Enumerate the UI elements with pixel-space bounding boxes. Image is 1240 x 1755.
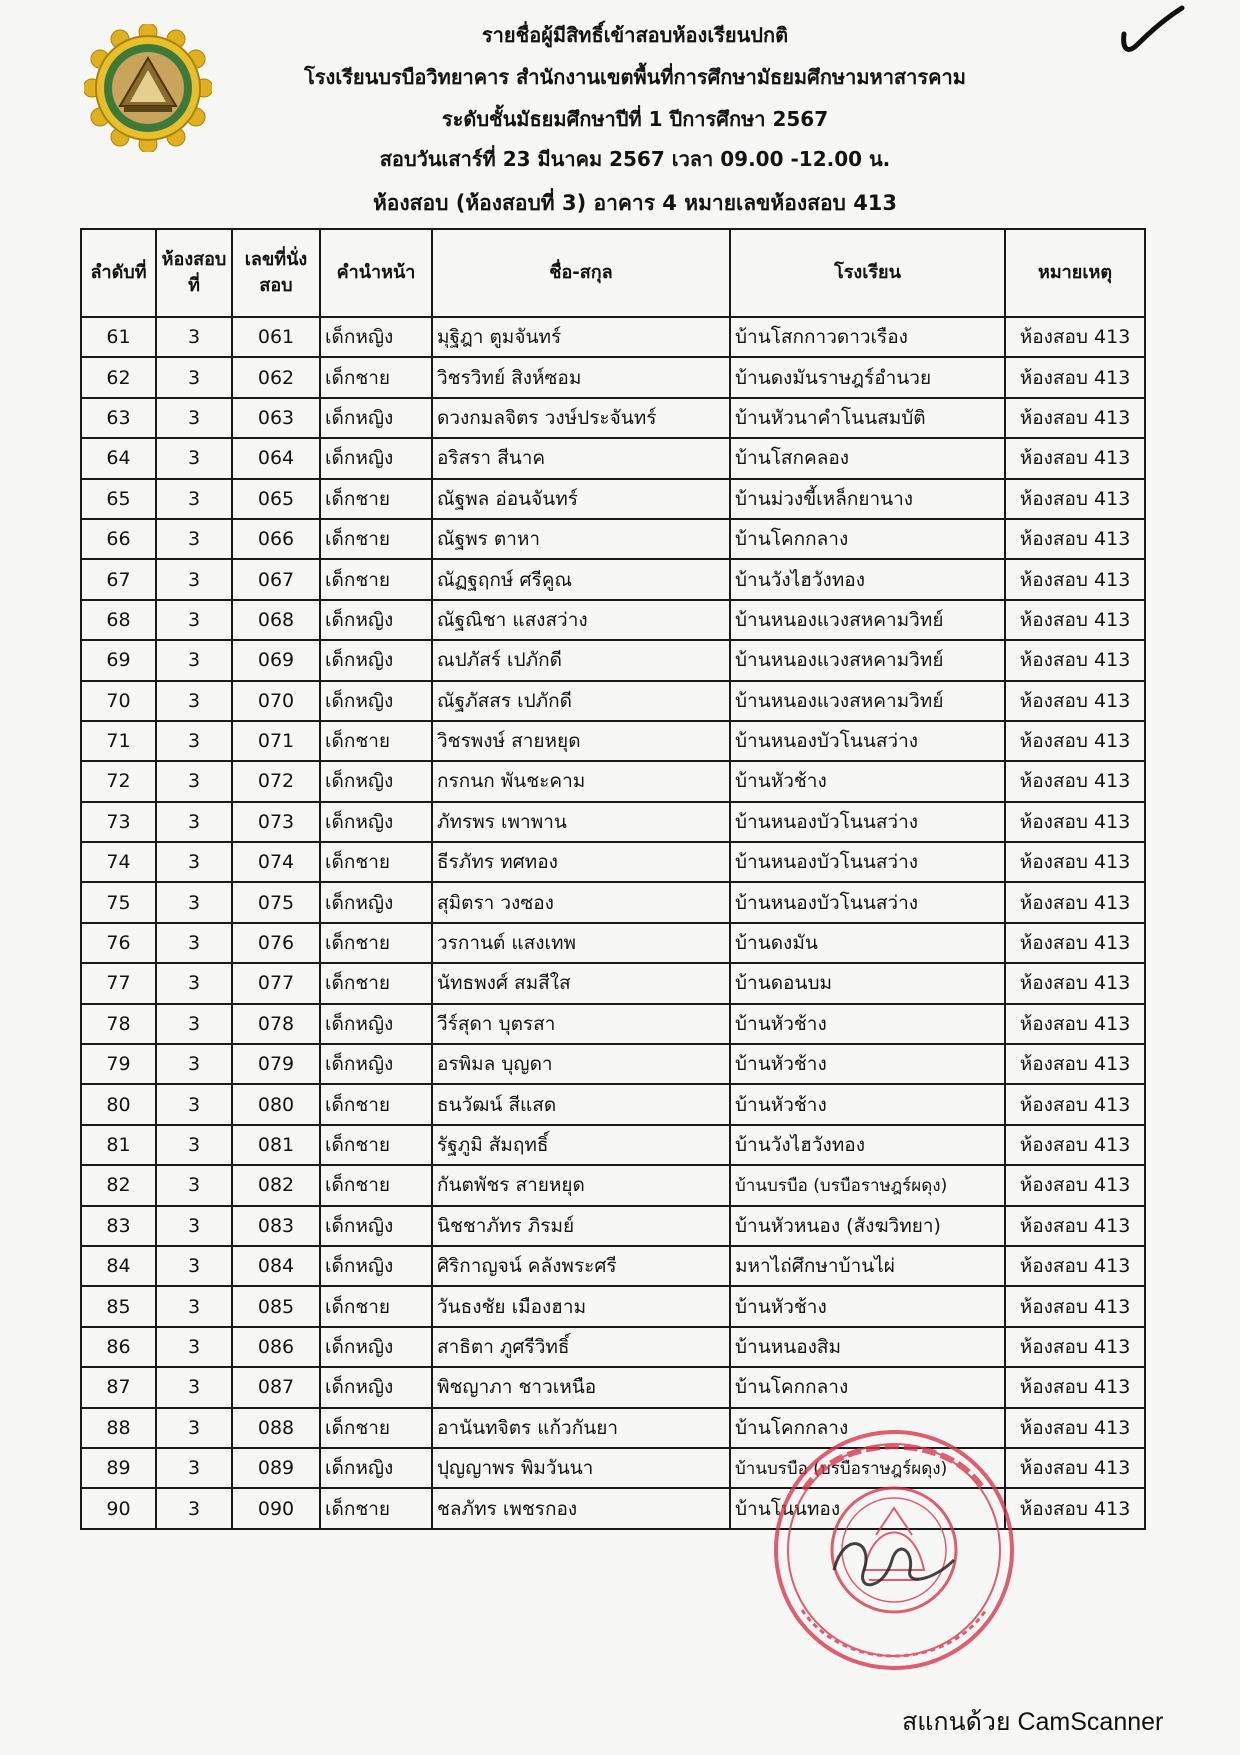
cell-school: บ้านหัวช้าง (730, 1044, 1005, 1084)
cell-room: 3 (156, 1165, 232, 1205)
cell-seat: 062 (232, 357, 320, 397)
cell-name: ณัฐพร ตาหา (432, 519, 730, 559)
cell-room: 3 (156, 882, 232, 922)
cell-room: 3 (156, 519, 232, 559)
cell-seat: 071 (232, 721, 320, 761)
cell-order: 67 (81, 559, 156, 599)
table-row (81, 681, 1145, 721)
cell-seat: 075 (232, 882, 320, 922)
cell-seat: 087 (232, 1367, 320, 1407)
cell-note: ห้องสอบ 413 (1005, 963, 1145, 1003)
school-logo (84, 24, 212, 152)
cell-school: บ้านหัวช้าง (730, 1084, 1005, 1124)
cell-seat: 077 (232, 963, 320, 1003)
cell-name: วันธงชัย เมืองฮาม (432, 1286, 730, 1326)
table-row (81, 1286, 1145, 1326)
table-row (81, 882, 1145, 922)
cell-room: 3 (156, 842, 232, 882)
table-row (81, 600, 1145, 640)
cell-name: สาธิตา ภูศรีวิทธิ์ (432, 1327, 730, 1367)
cell-prefix: เด็กหญิง (320, 1327, 432, 1367)
cell-order: 64 (81, 438, 156, 478)
col-header-order: ลำดับที่ (81, 229, 156, 317)
cell-order: 82 (81, 1165, 156, 1205)
cell-seat: 088 (232, 1408, 320, 1448)
table-row (81, 923, 1145, 963)
cell-note: ห้องสอบ 413 (1005, 600, 1145, 640)
cell-room: 3 (156, 963, 232, 1003)
cell-room: 3 (156, 761, 232, 801)
cell-room: 3 (156, 1448, 232, 1488)
table-row (81, 963, 1145, 1003)
cell-prefix: เด็กชาย (320, 842, 432, 882)
cell-name: นิชชาภัทร ภิรมย์ (432, 1206, 730, 1246)
cell-room: 3 (156, 398, 232, 438)
exam-roster-table (80, 228, 1146, 1530)
cell-room: 3 (156, 479, 232, 519)
cell-order: 76 (81, 923, 156, 963)
table-row (81, 1125, 1145, 1165)
cell-room: 3 (156, 1044, 232, 1084)
cell-name: ดวงกมลจิตร วงษ์ประจันทร์ (432, 398, 730, 438)
cell-school: บ้านหนองบัวโนนสว่าง (730, 882, 1005, 922)
col-header-seat: เลขที่นั่งสอบ (232, 229, 320, 317)
cell-note: ห้องสอบ 413 (1005, 721, 1145, 761)
cell-seat: 083 (232, 1206, 320, 1246)
cell-name: พิชญาภา ชาวเหนือ (432, 1367, 730, 1407)
cell-name: อริสรา สีนาค (432, 438, 730, 478)
cell-order: 71 (81, 721, 156, 761)
cell-school: มหาไถ่ศึกษาบ้านไผ่ (730, 1246, 1005, 1286)
table-row (81, 357, 1145, 397)
cell-seat: 089 (232, 1448, 320, 1488)
cell-name: สุมิตรา วงซอง (432, 882, 730, 922)
handwritten-check-mark (1110, 4, 1190, 64)
cell-seat: 068 (232, 600, 320, 640)
cell-prefix: เด็กชาย (320, 519, 432, 559)
cell-room: 3 (156, 1286, 232, 1326)
cell-note: ห้องสอบ 413 (1005, 1448, 1145, 1488)
cell-order: 86 (81, 1327, 156, 1367)
cell-name: วิชรวิทย์ สิงห์ซอม (432, 357, 730, 397)
cell-note: ห้องสอบ 413 (1005, 1246, 1145, 1286)
table-row (81, 1367, 1145, 1407)
col-header-school: โรงเรียน (730, 229, 1005, 317)
cell-order: 63 (81, 398, 156, 438)
cell-school: บ้านหัวหนอง (สังฆวิทยา) (730, 1206, 1005, 1246)
cell-order: 88 (81, 1408, 156, 1448)
cell-note: ห้องสอบ 413 (1005, 1165, 1145, 1205)
cell-school: บ้านวังไฮวังทอง (730, 559, 1005, 599)
cell-name: กันตพัชร สายหยุด (432, 1165, 730, 1205)
cell-seat: 081 (232, 1125, 320, 1165)
grade-level: ระดับชั้นมัธยมศึกษาปีที่ 1 ปีการศึกษา 2567 (441, 107, 829, 131)
cell-seat: 090 (232, 1488, 320, 1528)
cell-prefix: เด็กหญิง (320, 761, 432, 801)
cell-room: 3 (156, 600, 232, 640)
cell-order: 73 (81, 802, 156, 842)
cell-note: ห้องสอบ 413 (1005, 802, 1145, 842)
cell-school: บ้านหนองแวงสหคามวิทย์ (730, 600, 1005, 640)
cell-room: 3 (156, 1206, 232, 1246)
cell-seat: 065 (232, 479, 320, 519)
cell-room: 3 (156, 1246, 232, 1286)
cell-order: 87 (81, 1367, 156, 1407)
cell-note: ห้องสอบ 413 (1005, 1125, 1145, 1165)
cell-name: วีร์สุดา บุตรสา (432, 1004, 730, 1044)
cell-note: ห้องสอบ 413 (1005, 681, 1145, 721)
cell-order: 66 (81, 519, 156, 559)
cell-prefix: เด็กหญิง (320, 882, 432, 922)
cell-prefix: เด็กหญิง (320, 1367, 432, 1407)
cell-prefix: เด็กชาย (320, 721, 432, 761)
cell-room: 3 (156, 1004, 232, 1044)
cell-prefix: เด็กหญิง (320, 398, 432, 438)
cell-name: ณัฐภัสสร เปภักดี (432, 681, 730, 721)
cell-room: 3 (156, 438, 232, 478)
cell-note: ห้องสอบ 413 (1005, 1286, 1145, 1326)
cell-order: 75 (81, 882, 156, 922)
cell-seat: 064 (232, 438, 320, 478)
cell-seat: 061 (232, 317, 320, 357)
cell-school: บ้านหนองแวงสหคามวิทย์ (730, 640, 1005, 680)
cell-prefix: เด็กหญิง (320, 438, 432, 478)
cell-school: บ้านหัวช้าง (730, 761, 1005, 801)
cell-room: 3 (156, 1327, 232, 1367)
table-row (81, 842, 1145, 882)
cell-school: บ้านหัวช้าง (730, 1004, 1005, 1044)
table-row (81, 1408, 1145, 1448)
cell-school: บ้านหัวช้าง (730, 1286, 1005, 1326)
table-row (81, 1165, 1145, 1205)
school-name: โรงเรียนบรบือวิทยาคาร สำนักงานเขตพื้นที่การศึกษามัธยมศึกษามหาสารคาม (304, 65, 966, 89)
roster-body (81, 317, 1145, 1529)
cell-room: 3 (156, 559, 232, 599)
table-row (81, 1488, 1145, 1528)
cell-name: ชลภัทร เพชรกอง (432, 1488, 730, 1528)
cell-prefix: เด็กหญิง (320, 1206, 432, 1246)
cell-prefix: เด็กชาย (320, 1165, 432, 1205)
cell-prefix: เด็กหญิง (320, 317, 432, 357)
cell-prefix: เด็กหญิง (320, 640, 432, 680)
cell-school: บ้านหนองบัวโนนสว่าง (730, 842, 1005, 882)
cell-note: ห้องสอบ 413 (1005, 1367, 1145, 1407)
cell-school: บ้านหัวนาคำโนนสมบัติ (730, 398, 1005, 438)
cell-name: วิชรพงษ์ สายหยุด (432, 721, 730, 761)
cell-room: 3 (156, 923, 232, 963)
cell-note: ห้องสอบ 413 (1005, 1488, 1145, 1528)
cell-prefix: เด็กชาย (320, 357, 432, 397)
cell-prefix: เด็กหญิง (320, 1246, 432, 1286)
cell-note: ห้องสอบ 413 (1005, 398, 1145, 438)
cell-room: 3 (156, 1125, 232, 1165)
cell-prefix: เด็กชาย (320, 1084, 432, 1124)
cell-seat: 074 (232, 842, 320, 882)
cell-school: บ้านวังไฮวังทอง (730, 1125, 1005, 1165)
cell-name: ณัฏฐฤกษ์ ศรีคูณ (432, 559, 730, 599)
cell-order: 85 (81, 1286, 156, 1326)
cell-name: ธีรภัทร ทศทอง (432, 842, 730, 882)
table-row (81, 761, 1145, 801)
cell-name: นัทธพงศ์ สมสีใส (432, 963, 730, 1003)
cell-prefix: เด็กชาย (320, 963, 432, 1003)
cell-note: ห้องสอบ 413 (1005, 1004, 1145, 1044)
cell-prefix: เด็กหญิง (320, 600, 432, 640)
cell-prefix: เด็กหญิง (320, 1448, 432, 1488)
table-row (81, 1004, 1145, 1044)
cell-order: 89 (81, 1448, 156, 1488)
table-row (81, 398, 1145, 438)
cell-order: 70 (81, 681, 156, 721)
cell-seat: 085 (232, 1286, 320, 1326)
cell-order: 74 (81, 842, 156, 882)
cell-school: บ้านโคกกลาง (730, 519, 1005, 559)
cell-prefix: เด็กชาย (320, 923, 432, 963)
table-row (81, 1084, 1145, 1124)
cell-school: บ้านโนนทอง (730, 1488, 1005, 1528)
table-row (81, 479, 1145, 519)
cell-order: 81 (81, 1125, 156, 1165)
cell-name: ปุญญาพร พิมวันนา (432, 1448, 730, 1488)
cell-note: ห้องสอบ 413 (1005, 479, 1145, 519)
cell-note: ห้องสอบ 413 (1005, 438, 1145, 478)
cell-note: ห้องสอบ 413 (1005, 923, 1145, 963)
col-header-note: หมายเหตุ (1005, 229, 1145, 317)
cell-prefix: เด็กหญิง (320, 681, 432, 721)
cell-name: ณัฐณิชา แสงสว่าง (432, 600, 730, 640)
cell-note: ห้องสอบ 413 (1005, 317, 1145, 357)
cell-order: 83 (81, 1206, 156, 1246)
cell-note: ห้องสอบ 413 (1005, 1327, 1145, 1367)
cell-prefix: เด็กชาย (320, 559, 432, 599)
cell-school: บ้านหนองบัวโนนสว่าง (730, 802, 1005, 842)
table-row (81, 640, 1145, 680)
table-row (81, 721, 1145, 761)
table-row (81, 559, 1145, 599)
cell-name: อรพิมล บุญดา (432, 1044, 730, 1084)
cell-school: บ้านบรบือ (บรบือราษฎร์ผดุง) (730, 1165, 1005, 1205)
document-title: รายชื่อผู้มีสิทธิ์เข้าสอบห้องเรียนปกติ (481, 23, 789, 47)
cell-note: ห้องสอบ 413 (1005, 1408, 1145, 1448)
cell-school: บ้านโคกกลาง (730, 1367, 1005, 1407)
cell-seat: 084 (232, 1246, 320, 1286)
cell-name: มุฐิฎา ตูมจันทร์ (432, 317, 730, 357)
cell-note: ห้องสอบ 413 (1005, 1084, 1145, 1124)
cell-school: บ้านหนองสิม (730, 1327, 1005, 1367)
cell-order: 90 (81, 1488, 156, 1528)
exam-room-heading: ห้องสอบ (ห้องสอบที่ 3) อาคาร 4 หมายเลขห้องสอบ 413 (372, 191, 898, 215)
cell-order: 68 (81, 600, 156, 640)
cell-prefix: เด็กชาย (320, 1408, 432, 1448)
cell-order: 72 (81, 761, 156, 801)
cell-room: 3 (156, 721, 232, 761)
cell-note: ห้องสอบ 413 (1005, 1206, 1145, 1246)
cell-prefix: เด็กชาย (320, 479, 432, 519)
cell-name: ภัทรพร เพาพาน (432, 802, 730, 842)
cell-prefix: เด็กชาย (320, 1125, 432, 1165)
cell-order: 62 (81, 357, 156, 397)
cell-seat: 063 (232, 398, 320, 438)
cell-seat: 067 (232, 559, 320, 599)
cell-name: อานันทจิตร แก้วกันยา (432, 1408, 730, 1448)
cell-order: 78 (81, 1004, 156, 1044)
cell-prefix: เด็กชาย (320, 1488, 432, 1528)
table-row (81, 1448, 1145, 1488)
cell-room: 3 (156, 357, 232, 397)
cell-seat: 073 (232, 802, 320, 842)
cell-order: 69 (81, 640, 156, 680)
cell-room: 3 (156, 681, 232, 721)
cell-prefix: เด็กหญิง (320, 1044, 432, 1084)
cell-seat: 069 (232, 640, 320, 680)
cell-note: ห้องสอบ 413 (1005, 842, 1145, 882)
cell-school: บ้านโสกคลอง (730, 438, 1005, 478)
table-row (81, 1327, 1145, 1367)
cell-school: บ้านหนองแวงสหคามวิทย์ (730, 681, 1005, 721)
cell-seat: 079 (232, 1044, 320, 1084)
cell-note: ห้องสอบ 413 (1005, 559, 1145, 599)
cell-school: บ้านดอนบม (730, 963, 1005, 1003)
cell-name: รัฐภูมิ สัมฤทธิ์ (432, 1125, 730, 1165)
cell-room: 3 (156, 640, 232, 680)
cell-room: 3 (156, 317, 232, 357)
cell-name: ธนวัฒน์ สีแสด (432, 1084, 730, 1124)
exam-datetime: สอบวันเสาร์ที่ 23 มีนาคม 2567 เวลา 09.00 -12.00 น. (379, 147, 891, 171)
cell-school: บ้านหนองบัวโนนสว่าง (730, 721, 1005, 761)
camscanner-watermark: สแกนด้วย CamScanner (902, 1708, 1164, 1736)
cell-order: 80 (81, 1084, 156, 1124)
cell-school: บ้านดงมัน (730, 923, 1005, 963)
cell-seat: 086 (232, 1327, 320, 1367)
cell-seat: 080 (232, 1084, 320, 1124)
cell-room: 3 (156, 802, 232, 842)
table-row (81, 317, 1145, 357)
cell-note: ห้องสอบ 413 (1005, 357, 1145, 397)
cell-order: 61 (81, 317, 156, 357)
cell-note: ห้องสอบ 413 (1005, 519, 1145, 559)
cell-order: 77 (81, 963, 156, 1003)
col-header-name: ชื่อ-สกุล (432, 229, 730, 317)
cell-name: ศิริกาญจน์ คลังพระศรี (432, 1246, 730, 1286)
cell-prefix: เด็กหญิง (320, 1004, 432, 1044)
cell-prefix: เด็กชาย (320, 1286, 432, 1326)
cell-note: ห้องสอบ 413 (1005, 761, 1145, 801)
table-row (81, 1044, 1145, 1084)
cell-school: บ้านม่วงขี้เหล็กยานาง (730, 479, 1005, 519)
cell-school: บ้านบรบือ (บรบือราษฎร์ผดุง) (730, 1448, 1005, 1488)
table-row (81, 519, 1145, 559)
col-header-room: ห้องสอบที่ (156, 229, 232, 317)
table-row (81, 1206, 1145, 1246)
cell-note: ห้องสอบ 413 (1005, 1044, 1145, 1084)
cell-seat: 066 (232, 519, 320, 559)
table-header-row (81, 229, 1145, 317)
cell-seat: 082 (232, 1165, 320, 1205)
table-row (81, 1246, 1145, 1286)
cell-room: 3 (156, 1488, 232, 1528)
cell-name: ณปภัสร์ เปภักดี (432, 640, 730, 680)
table-row (81, 438, 1145, 478)
cell-prefix: เด็กหญิง (320, 802, 432, 842)
cell-school: บ้านดงมันราษฎร์อำนวย (730, 357, 1005, 397)
cell-note: ห้องสอบ 413 (1005, 882, 1145, 922)
cell-room: 3 (156, 1367, 232, 1407)
cell-order: 65 (81, 479, 156, 519)
cell-name: ณัฐพล อ่อนจันทร์ (432, 479, 730, 519)
cell-seat: 070 (232, 681, 320, 721)
cell-room: 3 (156, 1084, 232, 1124)
col-header-prefix: คำนำหน้า (320, 229, 432, 317)
cell-name: กรกนก พันชะคาม (432, 761, 730, 801)
cell-order: 79 (81, 1044, 156, 1084)
cell-school: บ้านโสกกาวดาวเรือง (730, 317, 1005, 357)
cell-seat: 072 (232, 761, 320, 801)
table-row (81, 802, 1145, 842)
cell-seat: 078 (232, 1004, 320, 1044)
cell-seat: 076 (232, 923, 320, 963)
cell-order: 84 (81, 1246, 156, 1286)
cell-school: บ้านโคกกลาง (730, 1408, 1005, 1448)
cell-room: 3 (156, 1408, 232, 1448)
cell-name: วรกานต์ แสงเทพ (432, 923, 730, 963)
cell-note: ห้องสอบ 413 (1005, 640, 1145, 680)
